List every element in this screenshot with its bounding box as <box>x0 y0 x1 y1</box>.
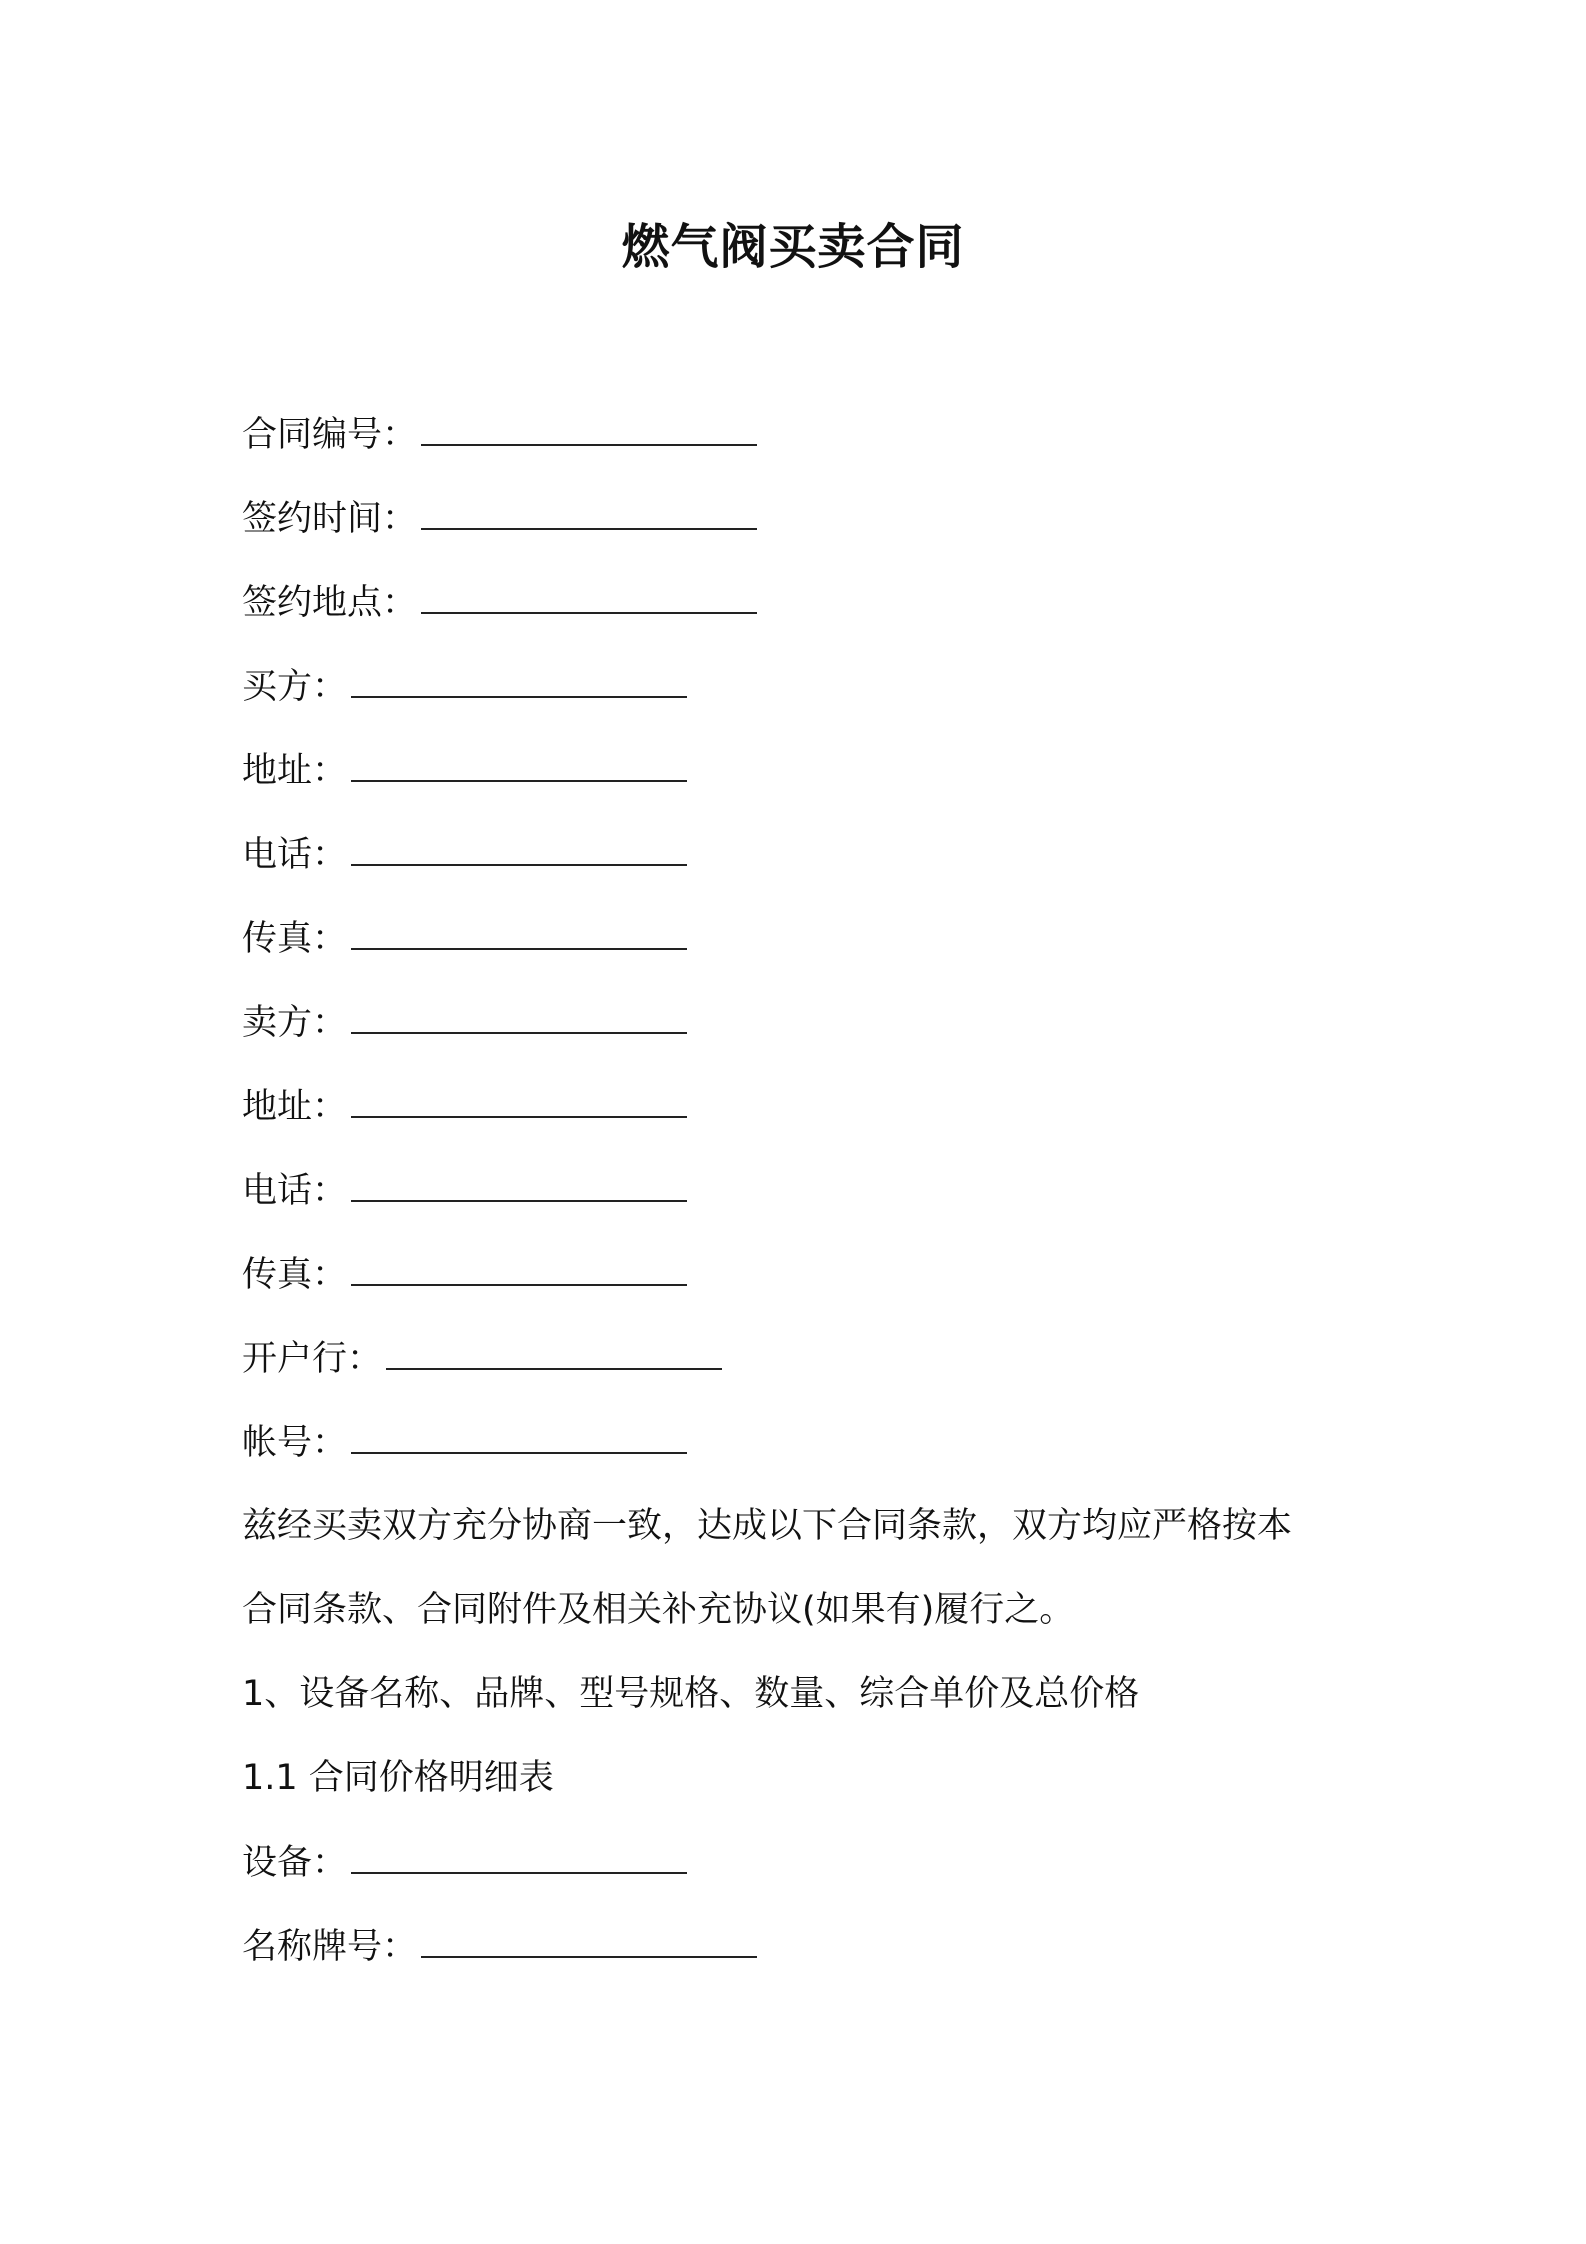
paragraph-line: 兹经买卖双方充分协商一致，达成以下合同条款，双方均应严格按本 <box>242 1506 1293 1546</box>
field-label: 设备： <box>242 1843 348 1883</box>
fill-blank <box>421 572 757 614</box>
fill-blank <box>421 488 757 530</box>
paragraph-line: 合同条款、合同附件及相关补充协议(如果有)履行之。 <box>242 1590 1075 1630</box>
field-label: 电话： <box>242 835 348 875</box>
field-label: 传真： <box>242 1255 348 1295</box>
field-seller-fax <box>242 1244 1362 1328</box>
field-label: 地址： <box>242 751 348 791</box>
fill-blank <box>351 992 687 1034</box>
subsection-heading: 1.1 合同价格明细表 <box>242 1758 554 1798</box>
field-equipment <box>242 1832 1362 1916</box>
field-label: 开户行： <box>242 1339 383 1379</box>
field-seller-address <box>242 1076 1362 1160</box>
fill-blank <box>421 1916 757 1958</box>
fill-blank <box>351 824 687 866</box>
fill-blank <box>351 1412 687 1454</box>
field-label: 买方： <box>242 667 348 707</box>
field-contract-no <box>242 404 1362 488</box>
field-label: 卖方： <box>242 1003 348 1043</box>
section-heading: 1、设备名称、品牌、型号规格、数量、综合单价及总价格 <box>242 1674 1140 1714</box>
field-seller-phone <box>242 1160 1362 1244</box>
field-label: 传真： <box>242 919 348 959</box>
field-label: 名称牌号： <box>242 1927 418 1967</box>
field-seller <box>242 992 1362 1076</box>
fill-blank <box>421 404 757 446</box>
field-buyer-phone <box>242 824 1362 908</box>
field-buyer-fax <box>242 908 1362 992</box>
fill-blank <box>386 1328 722 1370</box>
document-body <box>242 404 1362 2000</box>
fill-blank <box>351 1076 687 1118</box>
fill-blank <box>351 908 687 950</box>
fill-blank <box>351 656 687 698</box>
field-brand-name <box>242 1916 1362 2000</box>
document-title: 燃气阀买卖合同 <box>621 219 965 275</box>
field-buyer <box>242 656 1362 740</box>
field-buyer-address <box>242 740 1362 824</box>
field-label: 地址： <box>242 1087 348 1127</box>
field-account <box>242 1412 1362 1496</box>
fill-blank <box>351 1832 687 1874</box>
field-label: 签约地点： <box>242 583 418 623</box>
field-label: 合同编号： <box>242 415 418 455</box>
field-bank <box>242 1328 1362 1412</box>
fill-blank <box>351 1160 687 1202</box>
fill-blank <box>351 740 687 782</box>
field-label: 签约时间： <box>242 499 418 539</box>
field-label: 电话： <box>242 1171 348 1211</box>
fill-blank <box>351 1244 687 1286</box>
field-sign-time <box>242 488 1362 572</box>
field-sign-place <box>242 572 1362 656</box>
field-label: 帐号： <box>242 1423 348 1463</box>
